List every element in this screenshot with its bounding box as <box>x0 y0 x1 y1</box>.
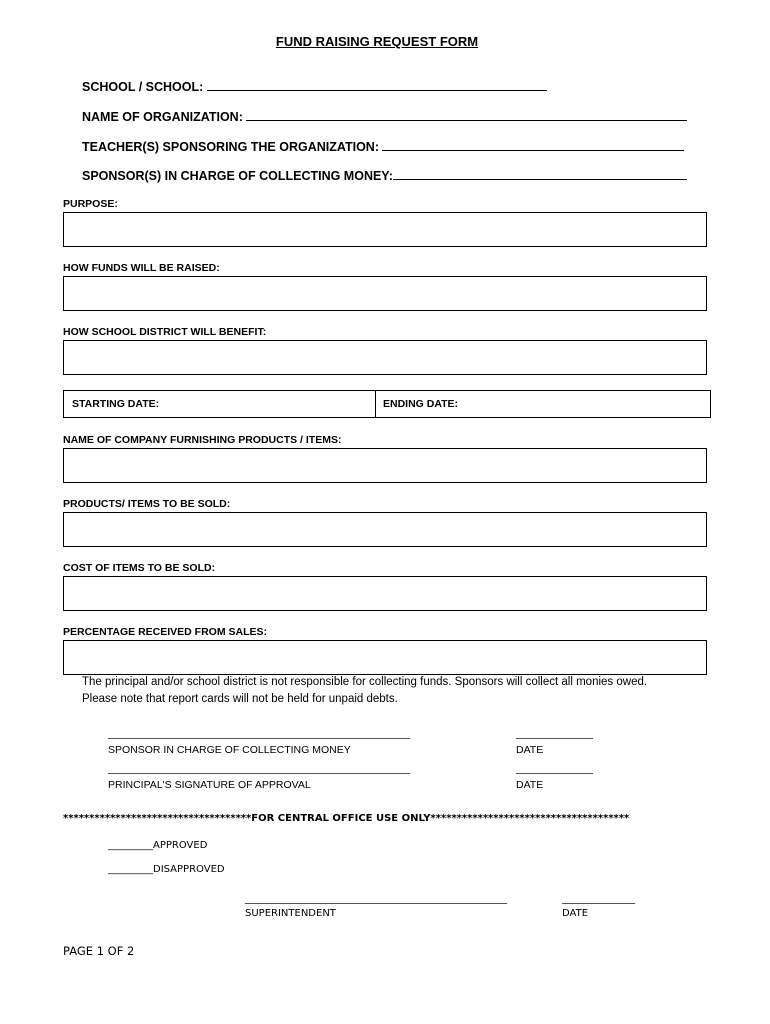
collecting-sponsor-label: SPONSOR(S) IN CHARGE OF COLLECTING MONEY: <box>82 169 393 183</box>
purpose-box[interactable] <box>63 212 707 247</box>
dates-row <box>63 390 711 418</box>
disapproved-field[interactable]: _________DISAPPROVED <box>108 864 225 875</box>
principal-date-line[interactable] <box>516 773 593 774</box>
starting-date-cell[interactable]: STARTING DATE: <box>64 391 376 417</box>
sponsor-date-label: DATE <box>516 744 544 756</box>
cost-label: COST OF ITEMS TO BE SOLD: <box>63 562 216 574</box>
sponsor-date-line[interactable] <box>516 738 593 739</box>
organization-field[interactable] <box>82 108 687 124</box>
collecting-sponsor-line[interactable] <box>393 167 687 180</box>
benefit-label: HOW SCHOOL DISTRICT WILL BENEFIT: <box>63 326 267 338</box>
principal-signature-line[interactable] <box>108 773 410 774</box>
form-title: FUND RAISING REQUEST FORM <box>275 34 479 49</box>
ending-date-cell[interactable]: ENDING DATE: <box>383 398 459 410</box>
products-box[interactable] <box>63 512 707 547</box>
page-number: PAGE 1 OF 2 <box>63 944 135 958</box>
superintendent-date-label: DATE <box>562 908 589 919</box>
how-funds-label: HOW FUNDS WILL BE RAISED: <box>63 262 220 274</box>
school-field[interactable] <box>82 78 547 94</box>
collecting-sponsor-field[interactable] <box>82 167 687 183</box>
disclaimer-line-2: Please note that report cards will not be held for unpaid debts. <box>82 693 398 705</box>
school-label: SCHOOL / SCHOOL: <box>82 80 204 94</box>
teacher-sponsor-field[interactable] <box>82 138 684 154</box>
products-label: PRODUCTS/ ITEMS TO BE SOLD: <box>63 498 231 510</box>
teacher-sponsor-line[interactable] <box>382 138 684 151</box>
company-box[interactable] <box>63 448 707 483</box>
superintendent-signature-line[interactable] <box>245 903 507 904</box>
purpose-label: PURPOSE: <box>63 198 118 210</box>
organization-label: NAME OF ORGANIZATION: <box>82 110 243 124</box>
principal-signature-label: PRINCIPAL'S SIGNATURE OF APPROVAL <box>108 779 311 791</box>
principal-date-label: DATE <box>516 779 544 791</box>
benefit-box[interactable] <box>63 340 707 375</box>
approved-field[interactable]: _________APPROVED <box>108 840 208 851</box>
superintendent-label: SUPERINTENDENT <box>245 908 336 919</box>
sponsor-signature-line[interactable] <box>108 738 410 739</box>
disclaimer-line-1: The principal and/or school district is not responsible for collecting funds. Sponsors will collect all monies owed. <box>82 676 648 688</box>
central-office-banner: ************************************FOR CENTRAL OFFICE USE ONLY************************************** <box>63 813 630 824</box>
teacher-sponsor-label: TEACHER(S) SPONSORING THE ORGANIZATION: <box>82 140 379 154</box>
organization-line[interactable] <box>246 108 687 121</box>
how-funds-box[interactable] <box>63 276 707 311</box>
cost-box[interactable] <box>63 576 707 611</box>
superintendent-date-line[interactable] <box>562 903 635 904</box>
sponsor-signature-label: SPONSOR IN CHARGE OF COLLECTING MONEY <box>108 744 351 756</box>
percentage-box[interactable] <box>63 640 707 675</box>
company-label: NAME OF COMPANY FURNISHING PRODUCTS / ITEMS: <box>63 434 342 446</box>
percentage-label: PERCENTAGE RECEIVED FROM SALES: <box>63 626 267 638</box>
school-line[interactable] <box>207 78 547 91</box>
